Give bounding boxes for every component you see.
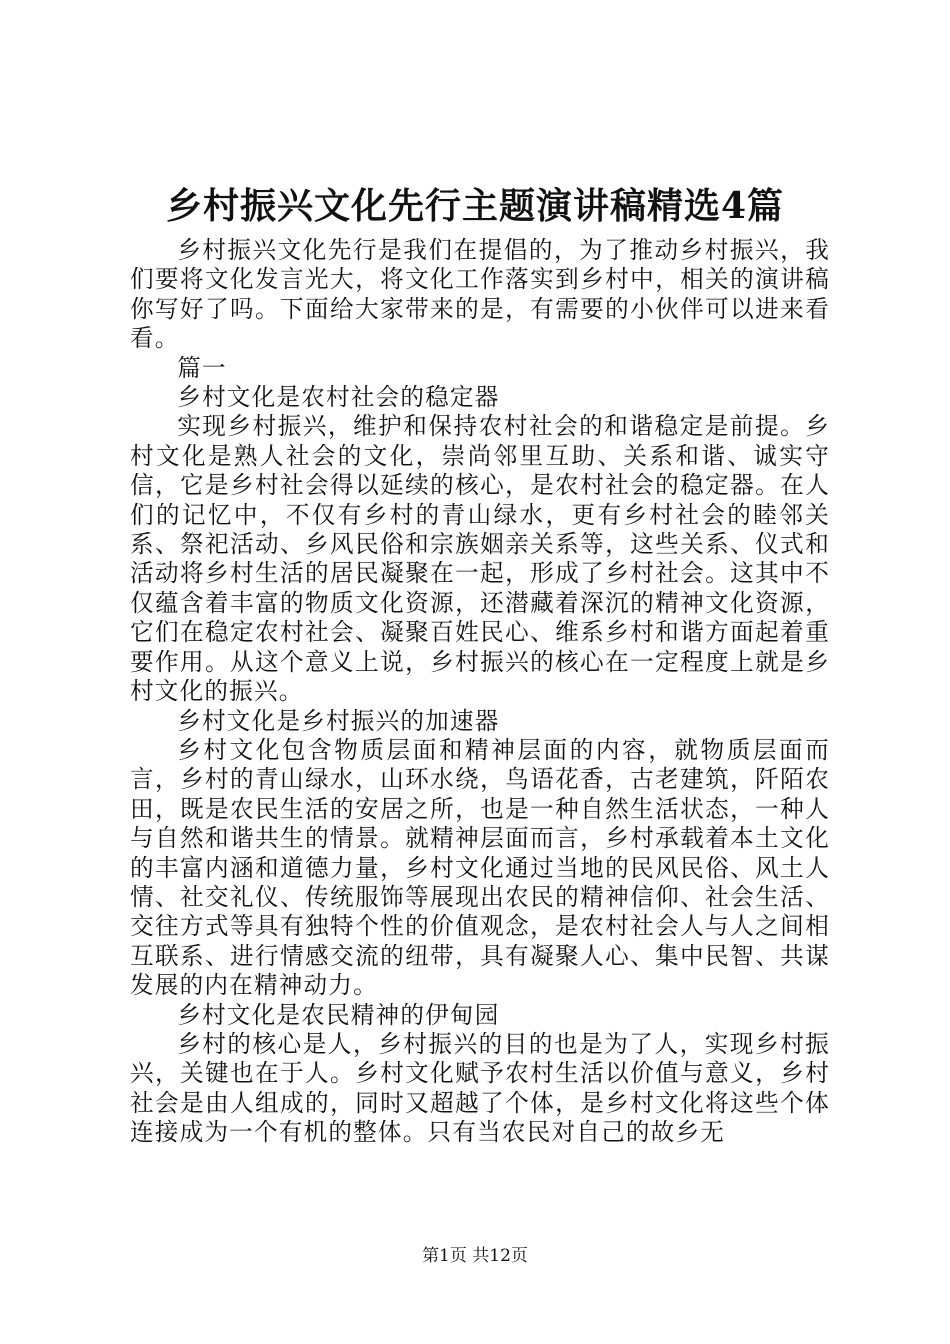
body-paragraph: 乡村文化包含物质层面和精神层面的内容，就物质层面而言，乡村的青山绿水，山环水绕，鸟语花香，古老建筑，阡陌农田，既是农民生活的安居之所，也是一种自然生活状态，一种人与自然和谐共生的情景。就精神层面而言，乡村承载着本土文化的丰富内涵和道德力量，乡村文化通过当地的民风民俗、风土人情、社交礼仪、传统服饰等展现出农民的精神信仰、社会生活、交往方式等具有独特个性的价值观念，是农村社会人与人之间相互联系、进行情感交流的纽带，具有凝聚人心、集中民智、共谋发展的内在精神动力。: [130, 735, 830, 1000]
subheading: 乡村文化是乡村振兴的加速器: [177, 706, 500, 735]
page-footer: 第1页 共12页: [422, 1246, 528, 1266]
document-title: 乡村振兴文化先行主题演讲稿精选4篇: [165, 185, 785, 227]
subheading: 乡村文化是农民精神的伊甸园: [177, 1000, 500, 1029]
section-label: 篇一: [177, 353, 227, 382]
subheading: 乡村文化是农村社会的稳定器: [177, 383, 500, 412]
intro-paragraph: 乡村振兴文化先行是我们在提倡的，为了推动乡村振兴，我们要将文化发言光大，将文化工作落实到乡村中，相关的演讲稿你写好了吗。下面给大家带来的是，有需要的小伙伴可以进来看看。: [130, 236, 830, 353]
body-paragraph: 乡村的核心是人，乡村振兴的目的也是为了人，实现乡村振兴，关键也在于人。乡村文化赋予农村生活以价值与意义，乡村社会是由人组成的，同时又超越了个体，是乡村文化将这些个体连接成为一个有机的整体。只有当农民对自己的故乡无: [130, 1029, 830, 1147]
document-body: [130, 236, 830, 1148]
body-paragraph: 实现乡村振兴，维护和保持农村社会的和谐稳定是前提。乡村文化是熟人社会的文化，崇尚邻里互助、关系和谐、诚实守信，它是乡村社会得以延续的核心，是农村社会的稳定器。在人们的记忆中，不仅有乡村的青山绿水，更有乡村社会的睦邻关系、祭祀活动、乡风民俗和宗族姻亲关系等，这些关系、仪式和活动将乡村生活的居民凝聚在一起，形成了乡村社会。这其中不仅蕴含着丰富的物质文化资源，还潜藏着深沉的精神文化资源，它们在稳定农村社会、凝聚百姓民心、维系乡村和谐方面起着重要作用。从这个意义上说，乡村振兴的核心在一定程度上就是乡村文化的振兴。: [130, 412, 830, 706]
